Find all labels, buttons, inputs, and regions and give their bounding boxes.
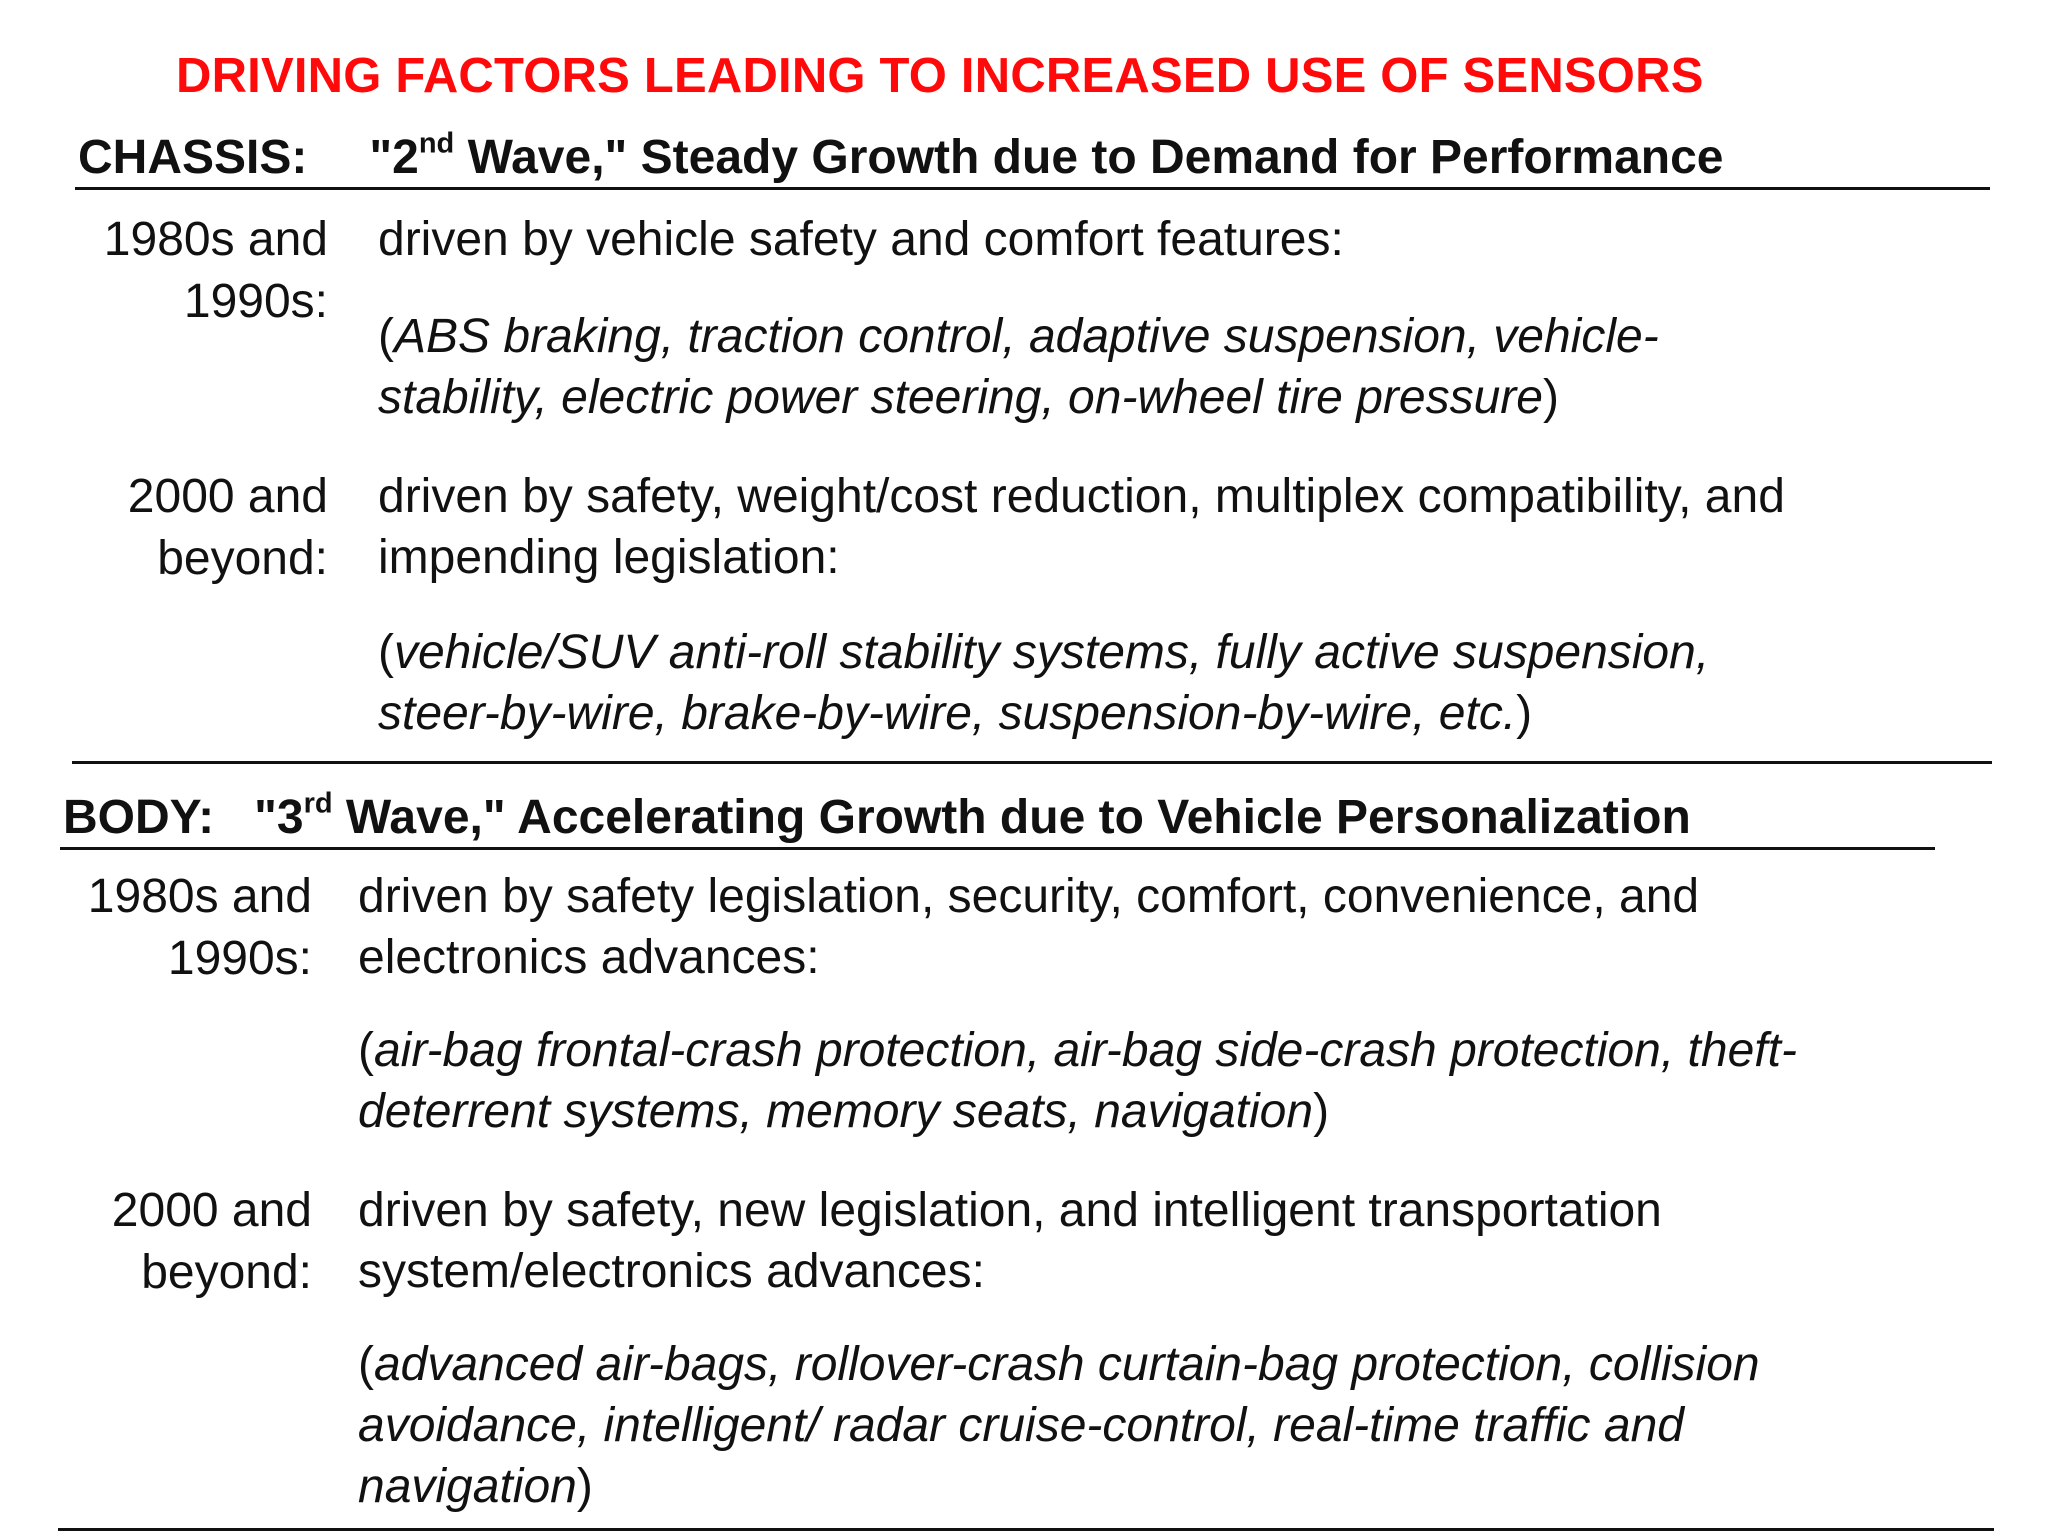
body-heading-underline xyxy=(60,847,1935,850)
driver-line: driven by safety, weight/cost reduction, multiplex compatibility, and xyxy=(378,470,1785,523)
era-line: 2000 and xyxy=(111,1184,312,1237)
era-line: beyond: xyxy=(157,532,328,585)
example-text: stability, electric power steering, on-wheel tire pressure xyxy=(378,371,1543,424)
chassis-examples-2 xyxy=(378,622,1709,744)
example-text: avoidance, intelligent/ radar cruise-control, real-time traffic and xyxy=(358,1399,1684,1452)
example-line: deterrent systems, memory seats, navigation) xyxy=(358,1085,1330,1138)
chassis-driver-2 xyxy=(378,466,1785,588)
driver-line: driven by safety, new legislation, and intelligent transportation xyxy=(358,1184,1662,1237)
chassis-heading xyxy=(78,127,1724,185)
body-wave-open: "3 xyxy=(254,791,304,844)
chassis-wave-open: "2 xyxy=(369,131,419,184)
body-label: BODY: xyxy=(63,791,215,844)
chassis-era-2 xyxy=(40,466,328,590)
body-driver-1 xyxy=(358,866,1699,988)
driver-line: system/electronics advances: xyxy=(358,1245,985,1298)
example-text: air-bag frontal-crash protection, air-bag side-crash protection, theft- xyxy=(373,1024,1797,1077)
example-text: vehicle/SUV anti-roll stability systems, fully active suspension, xyxy=(393,626,1710,679)
section-divider xyxy=(72,761,1992,764)
example-line: (vehicle/SUV anti-roll stability systems, fully active suspension, xyxy=(378,626,1710,679)
chassis-heading-underline xyxy=(75,187,1990,190)
driver-line: driven by vehicle safety and comfort features: xyxy=(378,213,1344,266)
chassis-era-1 xyxy=(40,209,328,333)
chassis-label: CHASSIS: xyxy=(78,131,308,184)
example-text: deterrent systems, memory seats, navigation xyxy=(358,1085,1314,1138)
page-title: DRIVING FACTORS LEADING TO INCREASED USE OF SENSORS xyxy=(176,49,1704,103)
chassis-wave-superscript: nd xyxy=(418,127,455,160)
example-text: advanced air-bags, rollover-crash curtain-bag protection, collision xyxy=(373,1338,1760,1391)
body-wave-superscript: rd xyxy=(303,787,333,820)
era-line: 1990s: xyxy=(183,275,328,328)
body-heading xyxy=(63,787,1691,845)
body-examples-2 xyxy=(358,1334,1760,1517)
example-line: steer-by-wire, brake-by-wire, suspension-by-wire, etc.) xyxy=(378,687,1533,740)
example-text: steer-by-wire, brake-by-wire, suspension-by-wire, etc. xyxy=(378,687,1517,740)
era-line: 1980s and xyxy=(103,213,328,266)
era-line: 1980s and xyxy=(87,870,312,923)
example-line: stability, electric power steering, on-wheel tire pressure) xyxy=(378,371,1559,424)
body-era-1 xyxy=(20,866,312,990)
example-line: (air-bag frontal-crash protection, air-bag side-crash protection, theft- xyxy=(358,1024,1797,1077)
body-examples-1 xyxy=(358,1020,1797,1142)
driver-line: electronics advances: xyxy=(358,931,820,984)
chassis-driver-1 xyxy=(378,209,1344,270)
body-era-2 xyxy=(20,1180,312,1304)
era-line: beyond: xyxy=(141,1246,312,1299)
example-line xyxy=(358,1395,1760,1456)
driver-line: impending legislation: xyxy=(378,531,840,584)
chassis-wave-rest: Wave," Steady Growth due to Demand for Performance xyxy=(454,131,1724,184)
example-line: navigation) xyxy=(358,1460,593,1513)
example-text: ABS braking, traction control, adaptive suspension, vehicle- xyxy=(393,310,1659,363)
body-wave-rest: Wave," Accelerating Growth due to Vehicle Personalization xyxy=(332,791,1691,844)
bottom-divider xyxy=(58,1528,1994,1531)
body-driver-2 xyxy=(358,1180,1662,1302)
example-line: (ABS braking, traction control, adaptive suspension, vehicle- xyxy=(378,310,1659,363)
example-text: navigation xyxy=(358,1460,577,1513)
chassis-examples-1 xyxy=(378,306,1659,428)
era-line: 1990s: xyxy=(167,932,312,985)
driver-line: driven by safety legislation, security, comfort, convenience, and xyxy=(358,870,1700,923)
era-line: 2000 and xyxy=(127,470,328,523)
example-line: (advanced air-bags, rollover-crash curtain-bag protection, collision xyxy=(358,1338,1760,1391)
